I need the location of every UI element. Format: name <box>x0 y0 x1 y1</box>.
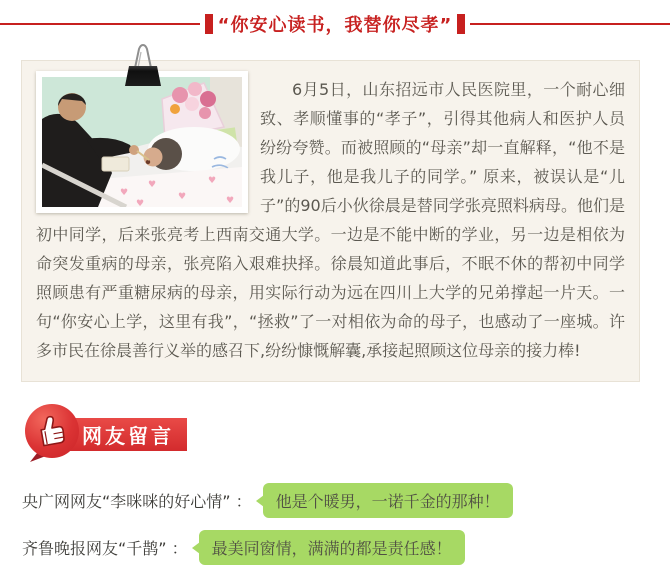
comment-bubble <box>199 530 465 565</box>
svg-text:♥: ♥ <box>208 176 217 186</box>
comments-title: 网友留言 <box>55 418 187 451</box>
story-card <box>21 60 640 382</box>
hospital-photo <box>36 71 248 213</box>
svg-text:♥: ♥ <box>120 188 129 198</box>
comment-bubble <box>263 483 513 518</box>
svg-text:♥: ♥ <box>226 196 235 206</box>
svg-text:♥: ♥ <box>178 192 187 202</box>
comment-row <box>22 483 670 518</box>
title-bar-right <box>457 14 465 34</box>
bubble-pointer-icon <box>256 495 264 507</box>
comment-row <box>22 530 670 565</box>
story-text: 6月5日，山东招远市人民医院里，一个耐心细致、孝顺懂事的“孝子”，引得其他病人和医护人员纷纷夸赞。而被照顾的“母亲”却一直解释，“他不是我儿子，他是我儿子的同学。” 原来，被误认是“儿子”的90后小伙徐晨是替同学张亮照料病母。他们是初中同学，后来张亮考上西南交通大学。一边是不能中断的学业，另一边是相依为命突发重病的母亲，张亮陷入艰难抉择。徐晨知道此事后，不眠不休的帮初中同学照顾患有严重糖尿病的母亲，用实际行动为远在四川上大学的兄弟撑起一片天。一句“你安心上学，这里有我”，“拯救”了一对相依为命的母子，也感动了一座城。许多市民在徐晨善行义举的感召下,纷纷慷慨解囊,承接起照顾这位母亲的接力棒! <box>36 80 625 360</box>
page-title: “你安心读书，我替你尽孝” <box>217 15 453 36</box>
header-rule-left <box>0 23 200 25</box>
comments-badge <box>25 404 245 468</box>
comment-text: 最美同窗情，满满的都是责任感！ <box>211 539 452 558</box>
binder-clip-icon <box>121 42 165 88</box>
bubble-pointer-icon <box>192 542 200 554</box>
thumbs-up-icon <box>25 404 79 458</box>
header-rule-right <box>470 23 670 25</box>
svg-text:♥: ♥ <box>148 180 157 190</box>
comment-author: 齐鲁晚报网友“千鹊” ： <box>22 539 188 558</box>
svg-text:♥: ♥ <box>136 199 145 207</box>
article-header <box>0 11 670 37</box>
comment-text: 他是个暖男，一诺千金的那种！ <box>275 492 500 511</box>
title-bar-left <box>205 14 213 34</box>
comment-author: 央广网网友“李咪咪的好心情” ： <box>22 492 252 511</box>
